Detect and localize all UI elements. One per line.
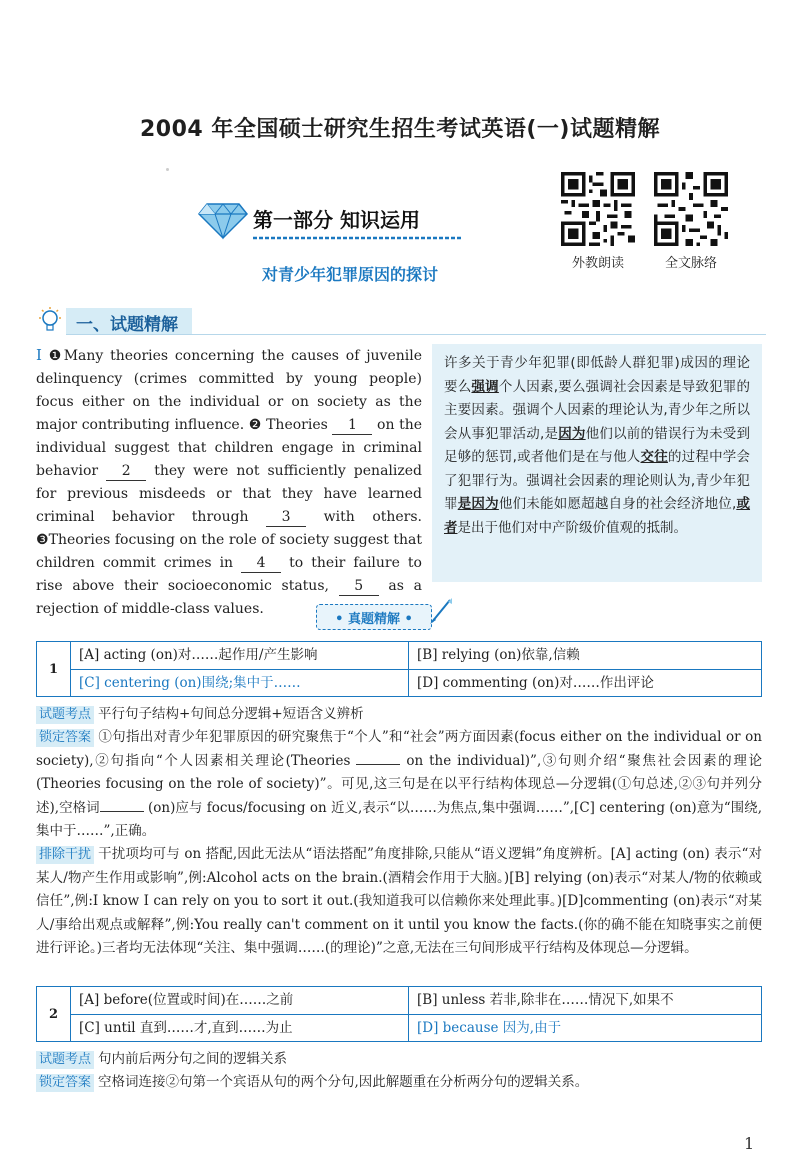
exclude-text: 干扰项均可与 on 搭配,因此无法从“语法搭配”角度排除,只能从“语义逻辑”角度辨析。[A] acting (on) 表示“对某人/物产生作用或影响”,例:Alcohol acts on the brain.(酒精会作用于大脑。)[B] relying (on)表示“对某人/物的依赖或信任”,例:I know I can rely on you to sort it out.(我知道我可以信赖你来处理此事。)[D]commenting (on)表示“对某人/事给出观点或解释”,例:You really can't comment on it until you know the facts.(你的确不能在知晓事实之前便进行评论。)三者均无法体现“关注、集中强调……(的理论)”之意,无法在三句间形成平行结构及体现总—分逻辑。 <box>36 846 762 956</box>
blank-1: 1 <box>332 416 372 435</box>
blank-3: 3 <box>266 508 306 527</box>
answer-text: 空格词连接②句第一个宾语从句的两个分句,因此解题重在分析两分句的逻辑关系。 <box>98 1074 589 1090</box>
passage-segment: on the individual suggest that children engage in criminal behavior <box>36 417 422 479</box>
analysis-kaodian-q1 <box>36 703 762 727</box>
translation-segment: 他们以前的错误行为未受到足够的惩罚,或者他们是在与他人 <box>444 425 751 465</box>
section-title: 一、试题精解 <box>66 308 192 334</box>
answer-text: (on)应与 focus/focusing on 近义,表示“以……为焦点,集中强调……”,[C] centering (on)意为“围绕,集中于……”,正确。 <box>36 799 762 839</box>
answer-text: ①句指出对青少年犯罪原因的研究聚焦于“个人”和“社会”两方面因素(focus either on the individual or on society),②句指向“个人因素相关理论(Theories <box>36 729 762 769</box>
option-a[interactable]: [A] acting (on)对……起作用/产生影响 <box>71 642 409 669</box>
analysis-answer-q1 <box>36 726 762 844</box>
page-title: 2004 年全国硕士研究生招生考试英语(一)试题精解 <box>139 117 660 142</box>
option-a[interactable]: [A] before(位置或时间)在……之前 <box>71 987 409 1014</box>
kaodian-text: 句内前后两分句之间的逻辑关系 <box>98 1051 288 1067</box>
translation-segment: 个人因素,要么强调社会因素是导致犯罪的主要因素。强调个人因素的理论认为,青少年之所以会从事犯罪活动,是 <box>444 378 751 442</box>
option-b[interactable]: [B] unless 若非,除非在……情况下,如果不 <box>417 992 674 1008</box>
translation-segment: 的过程中学会了犯罪行为。强调社会因素的理论则认为,青少年犯罪 <box>444 449 751 512</box>
blank-5: 5 <box>339 577 379 596</box>
translation-keyword: 是因为 <box>457 496 499 512</box>
translation-segment: 是出于他们对中产阶级价值观的抵制。 <box>457 519 687 536</box>
zhenti-header: • 真题精解 • <box>316 604 432 630</box>
tag-answer: 锁定答案 <box>36 1074 94 1092</box>
tag-exclude: 排除干扰 <box>36 846 94 864</box>
lightbulb-icon <box>36 306 64 336</box>
answer-text: on the individual)”,③句则介绍“聚焦社会因素的理论(Theories focusing on the role of society)”。可见,这三句是在以平行结构体现总—分逻辑(①句总述,②③句并列分述),空格词 <box>36 752 762 816</box>
translation-segment: 许多关于青少年犯罪(即低龄人群犯罪)成因的理论要么 <box>444 355 750 395</box>
question-number: 1 <box>37 642 71 696</box>
part-underline <box>253 236 463 240</box>
qr-code-icon[interactable] <box>561 172 635 246</box>
translation-keyword: 交往 <box>640 449 668 465</box>
tag-answer: 锁定答案 <box>36 729 94 747</box>
passage-segment: as a rejection of middle-class values. <box>36 578 422 617</box>
section-divider <box>66 334 766 335</box>
analysis-exclude-q1 <box>36 843 762 961</box>
options-table-q1 <box>36 641 762 697</box>
qr-label-reading: 外教朗读 <box>571 256 624 271</box>
passage-segment: ❶Many theories concerning the causes of juvenile delinquency (crimes committed by young people) focus either on the individual or on society as the major contributing influence. ❷ Theories <box>36 348 423 433</box>
qr-label-outline: 全文脉络 <box>664 256 717 271</box>
options-table-q2 <box>36 986 762 1042</box>
part-title: 第一部分 知识运用 <box>253 208 420 232</box>
passage-segment: to their failure to rise above their socioeconomic status, <box>36 555 422 594</box>
option-d[interactable]: [D] commenting (on)对……作出评论 <box>417 675 654 691</box>
scan-dot <box>166 168 169 171</box>
qr-block-reading[interactable] <box>557 172 639 271</box>
tag-kaodian: 试题考点 <box>36 1051 94 1069</box>
option-b[interactable]: [B] relying (on)依靠,信赖 <box>417 647 580 663</box>
options-row <box>71 987 761 1014</box>
translation-keyword: 因为 <box>558 425 586 442</box>
options-row <box>71 669 761 696</box>
paragraph-number: I <box>36 346 42 364</box>
translation-segment: 他们未能如愿超越自身的社会经济地位, <box>498 496 737 512</box>
section-header <box>36 306 766 340</box>
options-row <box>71 642 761 669</box>
analysis-kaodian-q2 <box>36 1048 762 1072</box>
qr-block-outline[interactable] <box>650 172 732 271</box>
answer-blank <box>356 764 400 765</box>
option-d-correct[interactable]: [D] because 因为,由于 <box>417 1020 562 1036</box>
blank-2: 2 <box>106 462 146 481</box>
article-subtitle: 对青少年犯罪原因的探讨 <box>261 265 438 284</box>
translation-box <box>432 344 762 582</box>
passage-segment: they were not sufficiently penalized for previous misdeeds or that they have learned criminal behavior through <box>36 463 422 525</box>
options-row <box>71 1014 761 1041</box>
part-heading <box>197 198 497 248</box>
question-number: 2 <box>37 987 71 1041</box>
translation-keyword: 或者 <box>444 496 751 536</box>
option-c[interactable]: [C] until 直到……才,直到……为止 <box>71 1015 409 1042</box>
analysis-answer-q2 <box>36 1071 762 1095</box>
option-c-correct[interactable]: [C] centering (on)围绕;集中于…… <box>71 670 409 697</box>
qr-code-icon[interactable] <box>654 172 728 246</box>
answer-blank <box>100 811 144 812</box>
diamond-icon <box>197 200 249 240</box>
translation-keyword: 强调 <box>471 378 499 395</box>
blank-4: 4 <box>241 554 281 573</box>
kaodian-text: 平行句子结构+句间总分逻辑+短语含义辨析 <box>98 706 364 722</box>
passage-text <box>36 344 422 621</box>
brush-icon <box>428 596 454 626</box>
passage-segment: with others. ❸Theories focusing on the role of society suggest that children commit crimes in <box>36 509 422 571</box>
page-number: 1 <box>744 1134 755 1153</box>
tag-kaodian: 试题考点 <box>36 706 94 724</box>
